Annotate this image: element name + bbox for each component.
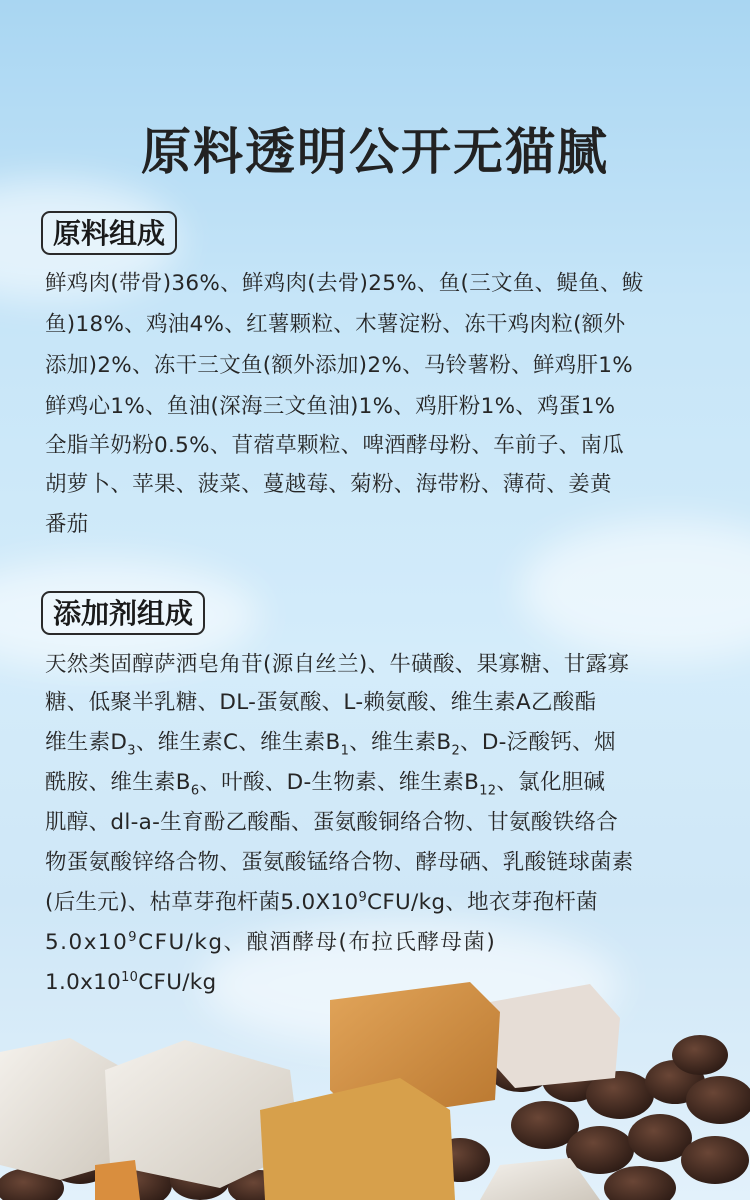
ingredients-line: 鱼)18%、鸡油4%、红薯颗粒、木薯淀粉、冻干鸡肉粒(额外 [45,312,626,337]
page-title: 原料透明公开无猫腻 [141,123,609,181]
additives-line: 肌醇、dl-a-生育酚乙酸酯、蛋氨酸铜络合物、甘氨酸铁络合 [45,810,619,835]
text-part: 、叶酸、D-生物素、维生素B [199,770,480,795]
ingredients-line: 添加)2%、冻干三文鱼(额外添加)2%、马铃薯粉、鲜鸡肝1% [45,353,633,378]
additives-line [45,725,735,761]
subscript: 3 [127,743,136,759]
text-part: CFU/kg、地衣芽孢杆菌 [367,890,598,915]
additives-line [45,765,735,801]
ingredients-line: 胡萝卜、苹果、菠菜、蔓越莓、菊粉、海带粉、薄荷、姜黄 [45,472,612,497]
additives-line: 天然类固醇萨洒皂角苷(源自丝兰)、牛磺酸、果寡糖、甘露寡 [45,652,630,677]
text-part: 、维生素C、维生素B [135,730,341,755]
ingredients-section-label: 原料组成 [41,211,177,255]
superscript: 9 [128,929,139,945]
ingredients-line: 鲜鸡心1%、鱼油(深海三文鱼油)1%、鸡肝粉1%、鸡蛋1% [45,394,616,419]
pet-food-image [0,960,750,1200]
additives-section-label: 添加剂组成 [41,591,205,635]
text-part: 酰胺、维生素B [45,770,191,795]
additives-line [45,925,735,961]
text-part: (后生元)、枯草芽孢杆菌5.0X10 [45,890,359,915]
subscript: 2 [451,743,461,759]
subscript: 6 [190,783,200,799]
text-part: CFU/kg、酿酒酵母(布拉氏酵母菌) [138,930,497,955]
text-part: 1.0x10 [45,970,122,995]
subscript: 12 [479,783,497,799]
superscript: 9 [358,889,368,905]
additives-line [45,885,735,921]
subscript: 1 [340,743,350,759]
text-part: 、维生素B [349,730,452,755]
ingredients-line: 全脂羊奶粉0.5%、苜蓿草颗粒、啤酒酵母粉、车前子、南瓜 [45,433,625,458]
text-part: 、氯化胆碱 [496,770,606,795]
ingredients-line: 番茄 [45,512,89,537]
text-part: 、D-泛酸钙、烟 [460,730,616,755]
text-part: 维生素D [45,730,128,755]
additives-line: 糖、低聚半乳糖、DL-蛋氨酸、L-赖氨酸、维生素A乙酸酯 [45,690,597,715]
superscript: 10 [121,969,139,985]
ingredients-line: 鲜鸡肉(带骨)36%、鲜鸡肉(去骨)25%、鱼(三文鱼、鳀鱼、鲅 [45,271,644,296]
additives-line: 物蛋氨酸锌络合物、蛋氨酸锰络合物、酵母硒、乳酸链球菌素 [45,850,634,875]
text-part: 5.0x10 [45,930,129,955]
text-part: CFU/kg [138,970,217,995]
